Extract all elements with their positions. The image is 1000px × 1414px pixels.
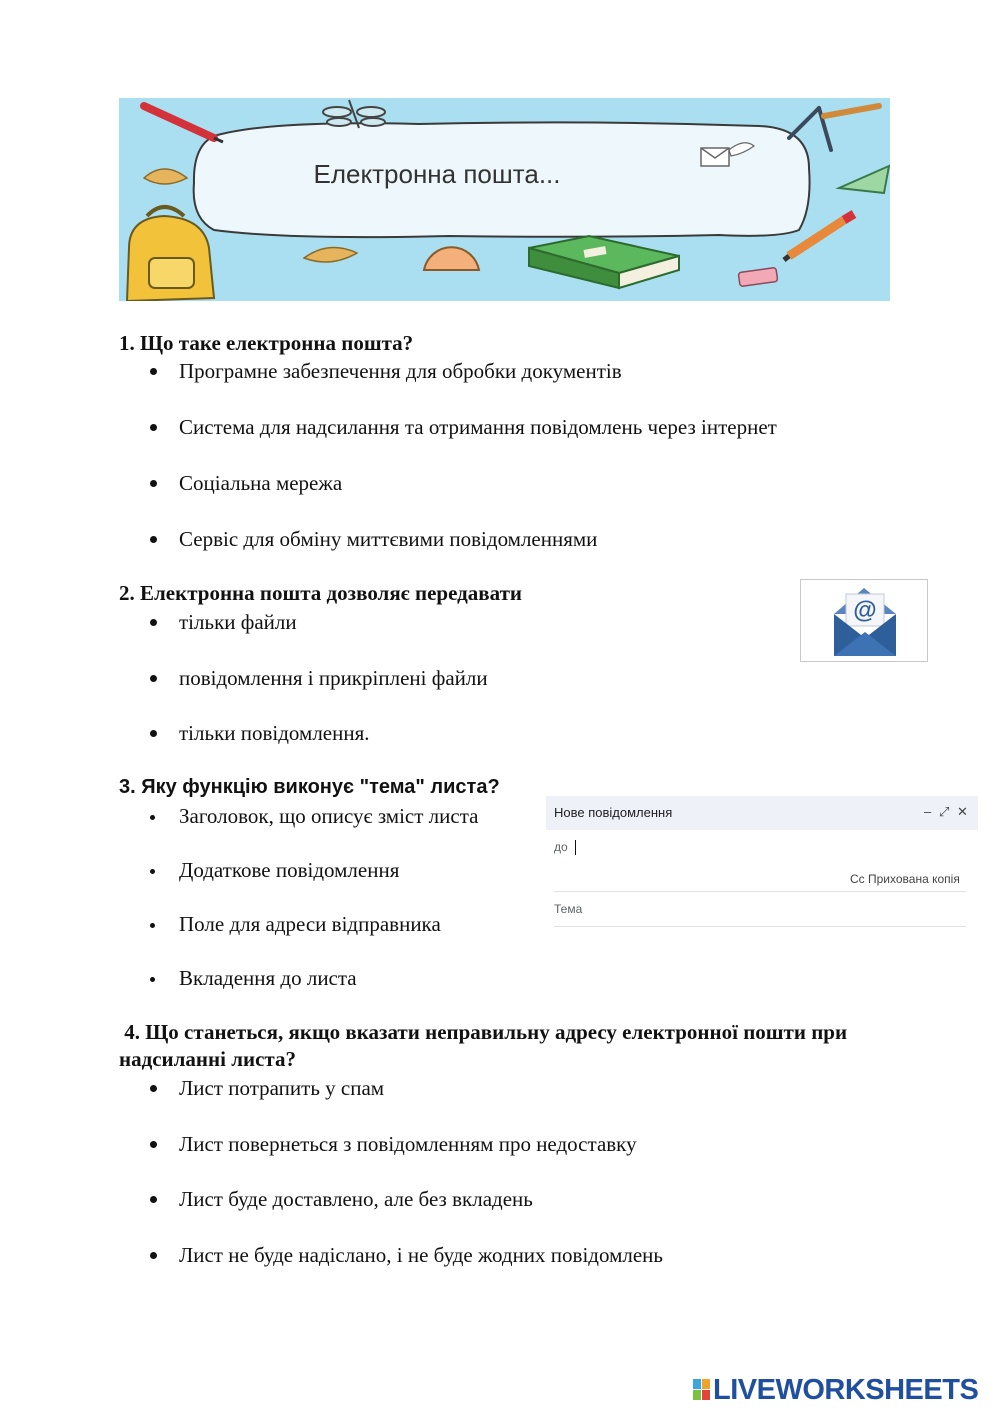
banner-title: Електронна пошта...	[313, 159, 561, 189]
minimize-icon[interactable]: –	[924, 804, 932, 819]
bullet	[150, 730, 157, 737]
svg-text:@: @	[853, 597, 877, 624]
divider	[554, 891, 966, 892]
bullet	[150, 536, 157, 543]
question-1-option-4[interactable]: Сервіс для обміну миттєвими повідомленнями	[179, 527, 598, 551]
question-1-title: 1. Що таке електронна пошта?	[119, 331, 414, 355]
divider	[554, 926, 966, 927]
banner-image	[119, 98, 890, 301]
bullet	[150, 1196, 157, 1203]
logo-blocks-icon	[693, 1379, 711, 1401]
cc-bcc-link[interactable]: Сс Прихована копія	[850, 872, 960, 886]
bullet	[150, 424, 157, 431]
question-2-option-1[interactable]: тільки файли	[179, 610, 297, 634]
bullet	[150, 815, 155, 820]
envelope-at-icon	[801, 580, 927, 661]
text-cursor	[575, 840, 576, 855]
question-4-number: 4	[124, 1020, 135, 1044]
bullet	[150, 977, 155, 982]
question-4-title-line-2: надсиланні листа?	[119, 1047, 296, 1071]
question-4-option-1[interactable]: Лист потрапить у спам	[179, 1076, 385, 1100]
bullet	[150, 1141, 157, 1148]
bullet	[150, 675, 157, 682]
bullet	[150, 619, 157, 626]
close-icon[interactable]: ✕	[957, 804, 968, 819]
bullet	[150, 1085, 157, 1092]
question-3-option-2[interactable]: Додаткове повідомлення	[179, 858, 400, 882]
bullet	[150, 368, 157, 375]
question-4-option-4[interactable]: Лист не буде надіслано, і не буде жодних повідомлень	[179, 1243, 663, 1267]
question-2-option-2[interactable]: повідомлення і прикріплені файли	[179, 666, 488, 690]
banner-illustration	[119, 98, 890, 301]
question-3-option-1[interactable]: Заголовок, що описує зміст листа	[179, 804, 479, 828]
question-4-option-2[interactable]: Лист повернеться з повідомленням про недоставку	[179, 1132, 637, 1156]
subject-field[interactable]: Тема	[554, 902, 583, 916]
expand-icon[interactable]: ⤢	[939, 804, 950, 819]
question-1-option-2[interactable]: Система для надсилання та отримання повідомлень через інтернет	[179, 415, 777, 439]
bullet	[150, 480, 157, 487]
question-4-option-3[interactable]: Лист буде доставлено, але без вкладень	[179, 1187, 533, 1211]
compose-title: Нове повідомлення	[554, 805, 673, 820]
bullet	[150, 1252, 157, 1259]
bullet	[150, 923, 155, 928]
logo-text: LIVEWORKSHEETS	[713, 1374, 979, 1406]
new-message-window	[546, 796, 978, 933]
email-envelope-image	[800, 579, 928, 662]
bullet	[150, 869, 155, 874]
question-2-title: 2. Електронна пошта дозволяє передавати	[119, 581, 522, 605]
to-label: до	[554, 840, 568, 854]
question-4-title	[119, 1019, 847, 1045]
compose-header	[546, 796, 978, 830]
question-1-option-1[interactable]: Програмне забезпечення для обробки документів	[179, 359, 622, 383]
question-3-option-3[interactable]: Поле для адреси відправника	[179, 912, 441, 936]
question-2-option-3[interactable]: тільки повідомлення.	[179, 721, 370, 745]
question-3-option-4[interactable]: Вкладення до листа	[179, 966, 357, 990]
question-4-title-line-1: . Що станеться, якщо вказати неправильну адресу електронної пошти при	[134, 1020, 848, 1044]
question-3-title: 3. Яку функцію виконує "тема" листа?	[119, 776, 500, 798]
question-1-option-3[interactable]: Соціальна мережа	[179, 471, 343, 495]
